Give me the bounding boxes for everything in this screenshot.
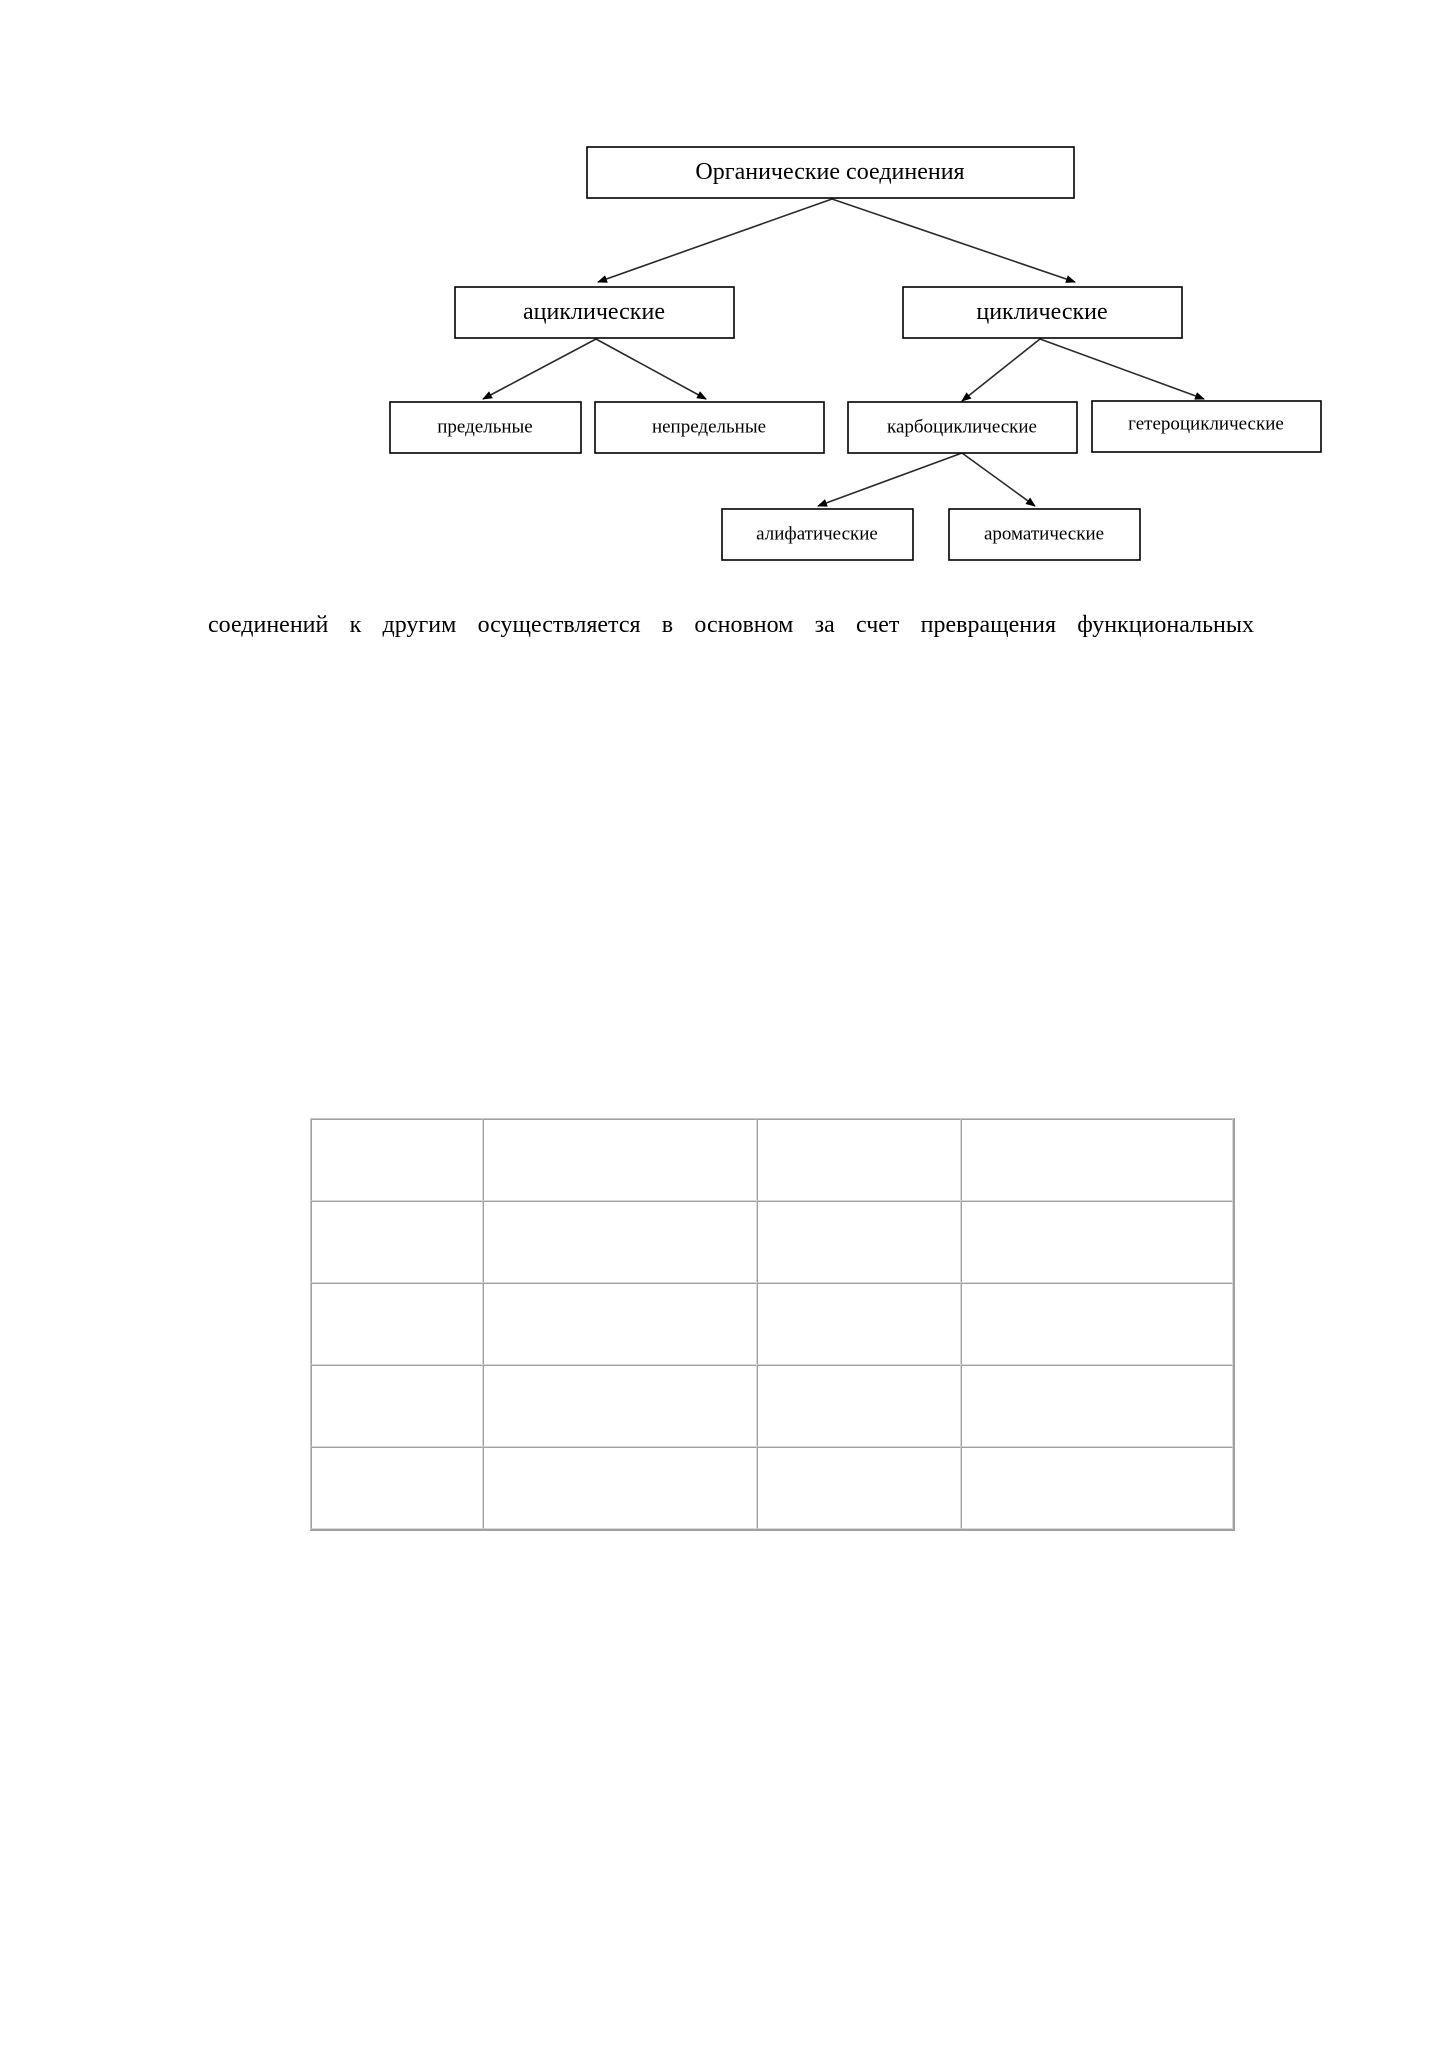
table-cell [961, 1201, 1233, 1283]
table-cell [311, 1119, 483, 1201]
table-cell [311, 1447, 483, 1529]
arrow-cyclic-to-heterocyclic [1040, 339, 1204, 399]
table-row [311, 1283, 1233, 1365]
table-cell [483, 1201, 757, 1283]
table-cell [483, 1365, 757, 1447]
node-aliphatic-label: алифатические [756, 523, 878, 545]
node-saturated [390, 402, 581, 453]
table-row [311, 1365, 1233, 1447]
table-cell [757, 1201, 961, 1283]
table-cell [311, 1283, 483, 1365]
table-cell [483, 1119, 757, 1201]
node-aromatic [949, 509, 1140, 560]
table-cell [483, 1283, 757, 1365]
arrow-root-to-acyclic [598, 199, 832, 282]
node-root-label: Органические соединения [695, 159, 965, 185]
node-acyclic-label: ациклические [523, 299, 665, 325]
node-cyclic-label: циклические [976, 299, 1108, 325]
table-cell [961, 1119, 1233, 1201]
arrow-carbocyclic-to-aliphatic [818, 453, 962, 506]
table-cell [311, 1365, 483, 1447]
table-cell [483, 1447, 757, 1529]
table-row [311, 1447, 1233, 1529]
node-heterocyclic [1092, 401, 1321, 452]
arrow-root-to-cyclic [832, 199, 1075, 282]
table-cell [961, 1447, 1233, 1529]
node-aromatic-label: ароматические [983, 523, 1105, 545]
empty-table [310, 1118, 1235, 1531]
table-cell [961, 1365, 1233, 1447]
node-saturated-label: предельные [437, 416, 533, 438]
node-aliphatic [722, 509, 913, 560]
table-cell [757, 1365, 961, 1447]
table-cell [757, 1283, 961, 1365]
table-row [311, 1119, 1233, 1201]
arrow-acyclic-to-unsaturated [596, 339, 706, 399]
node-carbocyclic [848, 402, 1077, 453]
body-text-line: соединений к другим осуществляется в основном за счет превращения функциональных [208, 612, 1254, 638]
empty-table-body [311, 1119, 1233, 1529]
node-root [587, 147, 1074, 198]
arrow-carbocyclic-to-aromatic [962, 453, 1035, 506]
node-unsaturated [595, 402, 824, 453]
arrow-cyclic-to-carbocyclic [962, 339, 1040, 401]
node-carbocyclic-label: карбоциклические [887, 416, 1037, 438]
table-cell [757, 1119, 961, 1201]
table-cell [961, 1283, 1233, 1365]
node-acyclic [455, 287, 734, 338]
arrow-acyclic-to-saturated [483, 339, 596, 399]
node-heterocyclic-label: гетероциклические [1128, 413, 1284, 435]
node-cyclic [903, 287, 1182, 338]
table-cell [311, 1201, 483, 1283]
table-row [311, 1201, 1233, 1283]
table-cell [757, 1447, 961, 1529]
classification-diagram [0, 0, 1449, 580]
node-unsaturated-label: непредельные [651, 416, 767, 438]
